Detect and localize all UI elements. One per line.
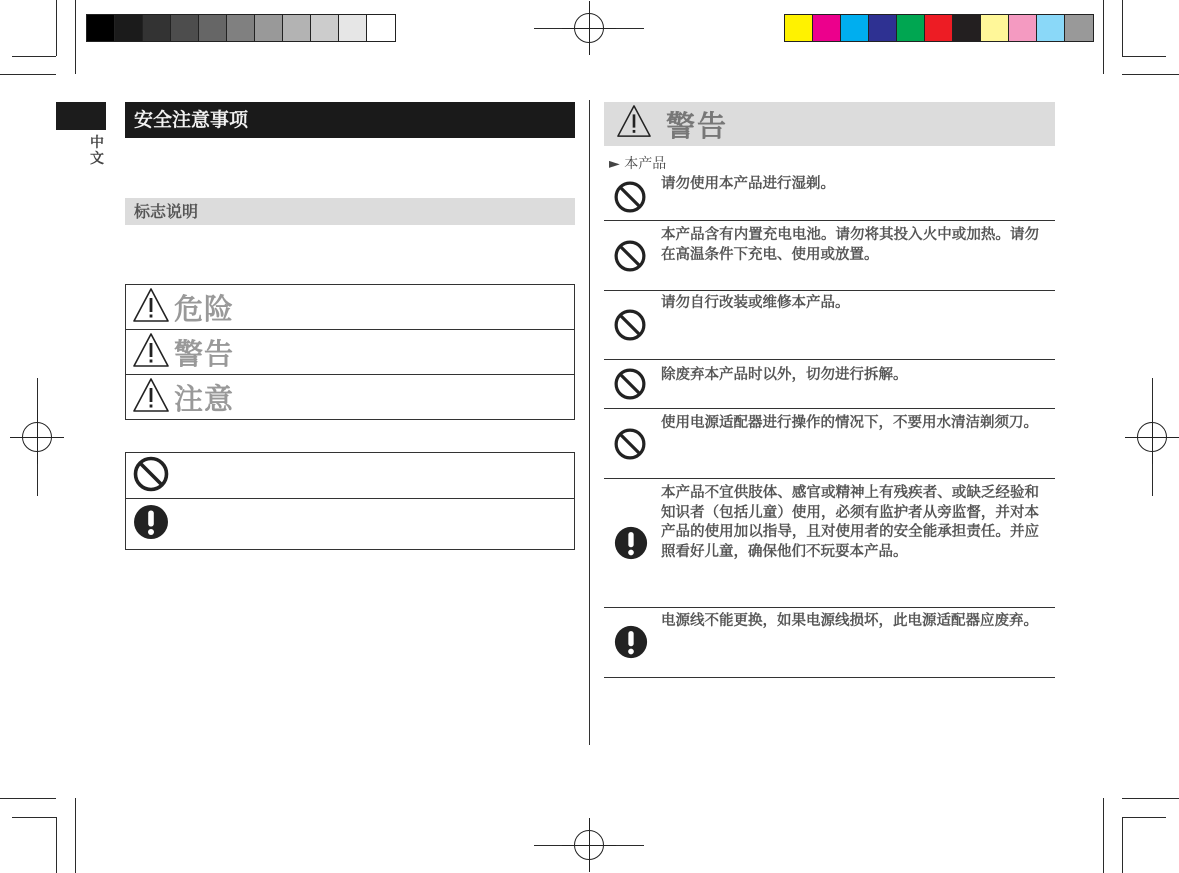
color-swatch: [367, 15, 395, 41]
warning-item: [604, 175, 1055, 221]
warning-item-text: 请勿使用本产品进行湿剃。: [661, 176, 835, 192]
symbol-row-prohibition: [126, 453, 574, 499]
color-swatch: [1009, 15, 1037, 41]
warning-item: [604, 410, 1055, 479]
warning-header: [604, 102, 1055, 146]
color-swatch: [981, 15, 1009, 41]
signal-word-table: [125, 284, 575, 420]
color-swatch: [869, 15, 897, 41]
warning-item-text: 使用电源适配器进行操作的情况下，不要用水清洁剃须刀。: [661, 415, 1038, 431]
subject-label: ► 本产品: [609, 156, 667, 172]
signal-row-warning: [126, 330, 574, 375]
color-swatch: [339, 15, 367, 41]
warning-triangle-icon: [132, 377, 170, 417]
column-divider: [589, 100, 590, 745]
prohibition-icon: [613, 427, 647, 465]
color-swatch: [87, 15, 115, 41]
prohibition-icon: [132, 455, 170, 497]
warning-item-text: 本产品含有内置充电电池。请勿将其投入火中或加热。请勿在高温条件下充电、使用或放置。: [661, 227, 1039, 263]
prohibition-icon: [613, 308, 647, 346]
color-swatch: [1037, 15, 1065, 41]
symbol-row-mandatory: [126, 499, 574, 549]
prohibition-icon: [613, 180, 647, 218]
color-swatch: [171, 15, 199, 41]
language-tab-marker: [56, 102, 106, 130]
warning-item: [604, 222, 1055, 291]
color-swatch: [227, 15, 255, 41]
mandatory-action-icon: [613, 525, 649, 565]
prohibition-icon: [613, 367, 647, 405]
color-swatch: [115, 15, 143, 41]
warning-item: [604, 609, 1055, 678]
registration-mark-left: [10, 410, 64, 464]
signal-row-caution: [126, 375, 574, 419]
section-title: 安全注意事项: [125, 102, 575, 138]
subsection-title: 标志说明: [125, 198, 575, 225]
warning-header-label: 警告: [666, 108, 729, 143]
color-swatch: [925, 15, 953, 41]
signal-row-danger: [126, 285, 574, 330]
color-swatch: [813, 15, 841, 41]
process-color-bar: [784, 14, 1094, 42]
signal-word: 注意: [174, 381, 235, 416]
language-label: 中文: [90, 135, 104, 167]
color-swatch: [897, 15, 925, 41]
symbol-table: [125, 452, 575, 550]
warning-item: [604, 480, 1055, 608]
warning-item-text: 电源线不能更换，如果电源线损坏，此电源适配器应废弃。: [661, 613, 1038, 629]
registration-mark-top: [562, 1, 616, 55]
warning-item-text: 本产品不宜供肢体、感官或精神上有残疾者、或缺乏经验和知识者（包括儿童）使用，必须有监护者从旁监督，并对本产品的使用加以指导，且对使用者的安全能承担责任。并应照看好儿童，确保他们不玩耍本产品。: [661, 485, 1039, 560]
color-swatch: [1065, 15, 1093, 41]
color-swatch: [953, 15, 981, 41]
signal-word: 危险: [174, 291, 235, 326]
color-swatch: [143, 15, 171, 41]
prohibition-icon: [613, 239, 647, 277]
mandatory-action-icon: [613, 624, 649, 664]
color-swatch: [311, 15, 339, 41]
warning-triangle-icon: [616, 104, 652, 145]
color-swatch: [785, 15, 813, 41]
color-swatch: [283, 15, 311, 41]
warning-item-text: 除废弃本产品时以外，切勿进行拆解。: [661, 367, 908, 383]
registration-mark-right: [1125, 410, 1179, 464]
color-swatch: [199, 15, 227, 41]
warning-triangle-icon: [132, 332, 170, 372]
warning-item-text: 请勿自行改装或维修本产品。: [661, 295, 850, 311]
warning-item: [604, 292, 1055, 360]
grayscale-color-bar: [86, 14, 396, 42]
signal-word: 警告: [174, 336, 235, 371]
registration-mark-bottom: [562, 818, 616, 872]
warning-triangle-icon: [132, 287, 170, 327]
color-swatch: [255, 15, 283, 41]
color-swatch: [841, 15, 869, 41]
mandatory-action-icon: [132, 503, 170, 545]
warning-item: [604, 361, 1055, 409]
